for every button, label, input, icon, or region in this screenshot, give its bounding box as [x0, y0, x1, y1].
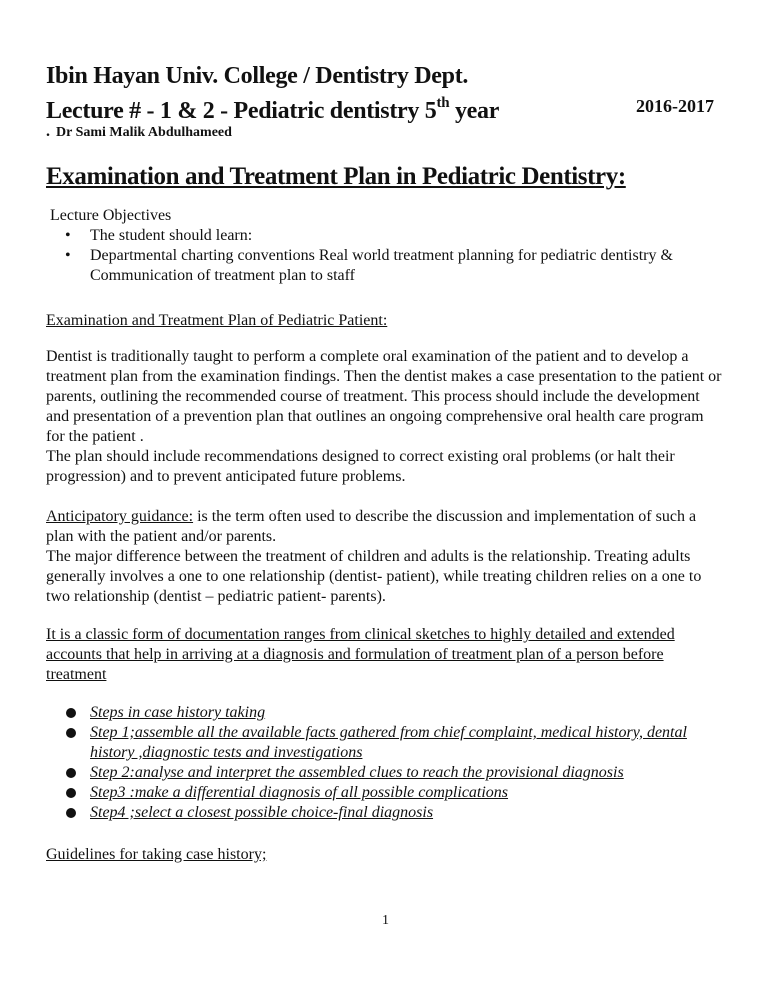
paragraph-text: Dentist is traditionally taught to perform a complete oral examination of the patient and to develop a treatment plan from the examination findings. Then the dentist makes a case presentation to the patient or parents, outlining the recommended course of treatment. This process should include the development and presentation of a prevention plan that outlines an ongoing comprehensive oral health care program for the patient . — [46, 348, 722, 445]
paragraph-anticipatory — [46, 507, 726, 607]
academic-year: 2016-2017 — [636, 96, 714, 116]
document-title: Examination and Treatment Plan in Pediatric Dentistry: — [46, 163, 626, 190]
list-item — [66, 763, 726, 783]
author-dot: . — [46, 123, 50, 140]
bullet-icon — [66, 728, 76, 738]
bullet-icon: • — [65, 227, 71, 244]
bullet-icon — [66, 708, 76, 718]
bullet-icon — [66, 768, 76, 778]
author-name: Dr Sami Malik Abdulhameed — [56, 125, 232, 140]
list-item — [65, 246, 735, 286]
ordinal-suffix: th — [436, 95, 450, 111]
list-item — [65, 226, 735, 246]
list-item — [66, 703, 726, 723]
institution-header — [46, 63, 468, 89]
objectives-list — [65, 226, 735, 286]
step-text: Step 2:analyse and interpret the assembled clues to reach the provisional diagnosis — [90, 764, 624, 781]
lecture-year-word: year — [449, 98, 500, 124]
guidelines-heading: Guidelines for taking case history; — [46, 846, 267, 863]
paragraph-text: The major difference between the treatment of children and adults is the relationship. Treating adults generally involves a one to one relationship (dentist- patient), while treating children relies on a one to two relationship (dentist – pediatric patient- parents). — [46, 548, 702, 605]
anticipatory-block — [46, 507, 726, 547]
step-text: Step4 ;select a closest possible choice-final diagnosis — [90, 804, 434, 821]
bullet-icon: • — [65, 247, 71, 264]
page-number: 1 — [382, 913, 389, 928]
step-text: Steps in case history taking — [90, 704, 266, 721]
step-text: Step 1;assemble all the available facts gathered from chief complaint, medical history, dental history ,diagnostic tests and investigations — [90, 724, 687, 761]
list-item — [66, 723, 726, 763]
lecture-text: Lecture # - 1 & 2 - Pediatric dentistry 5 — [46, 98, 437, 124]
paragraph-text: The plan should include recommendations designed to correct existing oral problems (or halt their progression) and to prevent anticipated future problems. — [46, 448, 675, 485]
list-item — [66, 783, 726, 803]
list-item — [66, 803, 726, 823]
lecture-header — [46, 92, 499, 124]
paragraph-examination — [46, 347, 726, 487]
term-anticipatory-guidance: Anticipatory guidance: — [46, 508, 194, 525]
objective-text: Departmental charting conventions Real world treatment planning for pediatric dentistry & Communication of treatment plan to staff — [90, 247, 673, 284]
case-history-steps — [66, 703, 726, 823]
bullet-icon — [66, 808, 76, 818]
objective-text: The student should learn: — [90, 227, 253, 244]
bullet-icon — [66, 788, 76, 798]
section-heading: Examination and Treatment Plan of Pediatric Patient: — [46, 312, 388, 329]
author-line — [46, 123, 232, 141]
paragraph-documentation: It is a classic form of documentation ranges from clinical sketches to highly detailed and extended accounts that help in arriving at a diagnosis and formulation of treatment plan of a person before treatment — [46, 626, 675, 683]
anticipatory-text: is the term often used to describe the discussion and implementation of such a plan with the patient and/or parents. — [46, 508, 697, 545]
institution-text: Ibin Hayan Univ. College / Dentistry Dept. — [46, 63, 469, 89]
objectives-heading: Lecture Objectives — [50, 207, 172, 224]
step-text: Step3 :make a differential diagnosis of all possible complications — [90, 784, 509, 801]
